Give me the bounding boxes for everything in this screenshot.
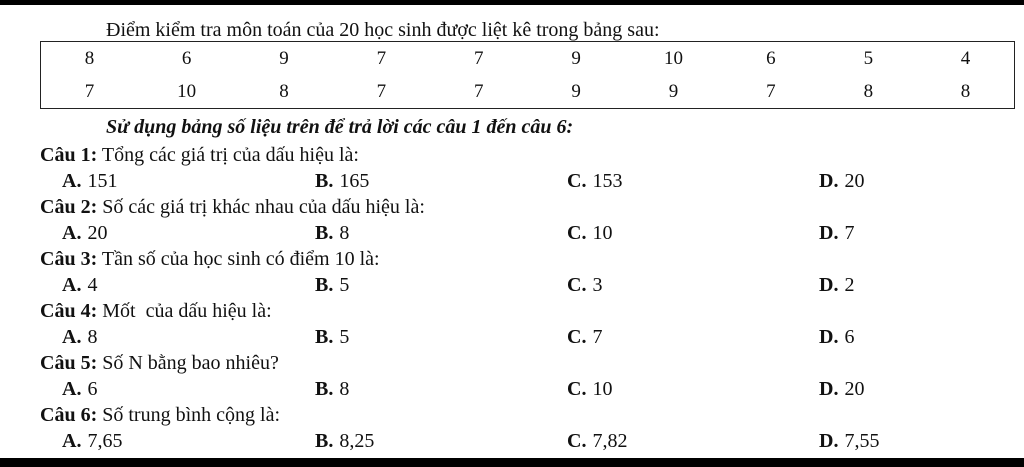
option-c[interactable] (567, 429, 627, 453)
question-label: Câu 4: (40, 300, 98, 322)
instruction-text: Sử dụng bảng số liệu trên để trả lời các câu 1 đến câu 6: (106, 116, 574, 138)
table-cell: 5 (863, 47, 874, 69)
question-5 (40, 351, 279, 375)
question-text: Số các giá trị khác nhau của dấu hiệu là: (102, 196, 425, 218)
question-label: Câu 2: (40, 196, 98, 218)
option-text: 7,82 (592, 430, 628, 452)
option-text: 7 (844, 222, 855, 244)
option-text: 10 (592, 378, 613, 400)
question-1 (40, 143, 359, 167)
option-b[interactable] (315, 325, 349, 349)
option-letter: A. (62, 274, 82, 296)
table-row (41, 42, 1015, 76)
option-d[interactable] (819, 325, 854, 349)
table-cell: 10 (177, 80, 197, 102)
option-text: 6 (844, 326, 855, 348)
option-text: 20 (844, 170, 865, 192)
table-cell: 9 (279, 47, 289, 69)
option-letter: B. (315, 274, 334, 296)
table-cell: 6 (181, 47, 192, 69)
option-a[interactable] (62, 325, 97, 349)
option-b[interactable] (315, 273, 349, 297)
option-text: 2 (844, 274, 855, 296)
option-letter: B. (315, 222, 334, 244)
table-row (41, 75, 1015, 109)
option-b[interactable] (315, 429, 374, 453)
table-cell: 7 (84, 80, 95, 102)
option-text: 4 (87, 274, 98, 296)
question-label: Câu 3: (40, 248, 98, 270)
table-cell: 8 (960, 80, 971, 102)
option-c[interactable] (567, 221, 612, 245)
question-label: Câu 6: (40, 404, 98, 426)
option-letter: A. (62, 378, 82, 400)
option-c[interactable] (567, 169, 622, 193)
intro-text: Điểm kiểm tra môn toán của 20 học sinh được liệt kê trong bảng sau: (106, 19, 660, 41)
option-letter: A. (62, 170, 82, 192)
option-text: 20 (844, 378, 865, 400)
question-text: Số N bằng bao nhiêu? (102, 352, 279, 374)
question-text: Tần số của học sinh có điểm 10 là: (101, 248, 380, 270)
option-a[interactable] (62, 169, 117, 193)
option-letter: A. (62, 430, 82, 452)
top-border (0, 0, 1024, 5)
option-letter: A. (62, 222, 82, 244)
option-text: 151 (87, 170, 118, 192)
option-d[interactable] (819, 221, 854, 245)
option-c[interactable] (567, 377, 612, 401)
option-text: 8 (87, 326, 98, 348)
table-cell: 8 (279, 80, 289, 102)
option-a[interactable] (62, 273, 97, 297)
option-c[interactable] (567, 325, 602, 349)
option-letter: D. (819, 430, 839, 452)
table-cell: 10 (664, 47, 684, 69)
table-cell: 9 (571, 47, 581, 69)
option-c[interactable] (567, 273, 602, 297)
score-table (40, 41, 1015, 109)
option-a[interactable] (62, 377, 97, 401)
option-letter: C. (567, 274, 587, 296)
question-4 (40, 299, 272, 323)
table-cell: 6 (766, 47, 776, 69)
option-b[interactable] (315, 169, 369, 193)
option-text: 10 (592, 222, 613, 244)
option-text: 7 (592, 326, 603, 348)
option-text: 165 (339, 170, 370, 192)
option-letter: A. (62, 326, 82, 348)
option-letter: B. (315, 326, 334, 348)
table-cell: 7 (474, 80, 484, 102)
option-text: 7,55 (844, 430, 880, 452)
table-cell: 7 (474, 47, 484, 69)
question-2 (40, 195, 425, 219)
option-text: 153 (592, 170, 623, 192)
option-text: 8,25 (339, 430, 375, 452)
option-letter: C. (567, 222, 587, 244)
option-text: 3 (592, 274, 603, 296)
option-text: 20 (87, 222, 108, 244)
option-letter: D. (819, 378, 839, 400)
option-letter: C. (567, 378, 587, 400)
option-letter: C. (567, 326, 587, 348)
option-d[interactable] (819, 429, 879, 453)
question-6 (40, 403, 280, 427)
question-label: Câu 5: (40, 352, 98, 374)
option-text: 8 (339, 378, 350, 400)
table-cell: 9 (668, 80, 679, 102)
table-cell: 9 (571, 80, 581, 102)
table-cell: 8 (84, 47, 95, 69)
question-label: Câu 1: (40, 144, 98, 166)
option-d[interactable] (819, 377, 864, 401)
option-a[interactable] (62, 221, 107, 245)
table-cell: 7 (376, 47, 387, 69)
option-letter: C. (567, 430, 587, 452)
question-3 (40, 247, 380, 271)
option-text: 5 (339, 274, 350, 296)
table-cell: 8 (863, 80, 874, 102)
option-text: 6 (87, 378, 98, 400)
option-d[interactable] (819, 169, 864, 193)
question-text: Tổng các giá trị của dấu hiệu là: (101, 144, 359, 166)
option-letter: C. (567, 170, 587, 192)
option-letter: D. (819, 170, 839, 192)
option-letter: D. (819, 222, 839, 244)
option-text: 8 (339, 222, 350, 244)
option-text: 7,65 (87, 430, 123, 452)
table-cell: 7 (766, 80, 776, 102)
option-b[interactable] (315, 377, 349, 401)
option-a[interactable] (62, 429, 122, 453)
option-b[interactable] (315, 221, 349, 245)
option-letter: B. (315, 378, 334, 400)
question-text: Mốt của dấu hiệu là: (102, 300, 272, 322)
option-letter: B. (315, 170, 334, 192)
option-letter: D. (819, 326, 839, 348)
table-cell: 4 (960, 47, 971, 69)
table-cell: 7 (376, 80, 387, 102)
option-text: 5 (339, 326, 350, 348)
option-d[interactable] (819, 273, 854, 297)
option-letter: D. (819, 274, 839, 296)
question-text: Số trung bình cộng là: (102, 404, 280, 426)
option-letter: B. (315, 430, 334, 452)
bottom-border (0, 458, 1024, 467)
